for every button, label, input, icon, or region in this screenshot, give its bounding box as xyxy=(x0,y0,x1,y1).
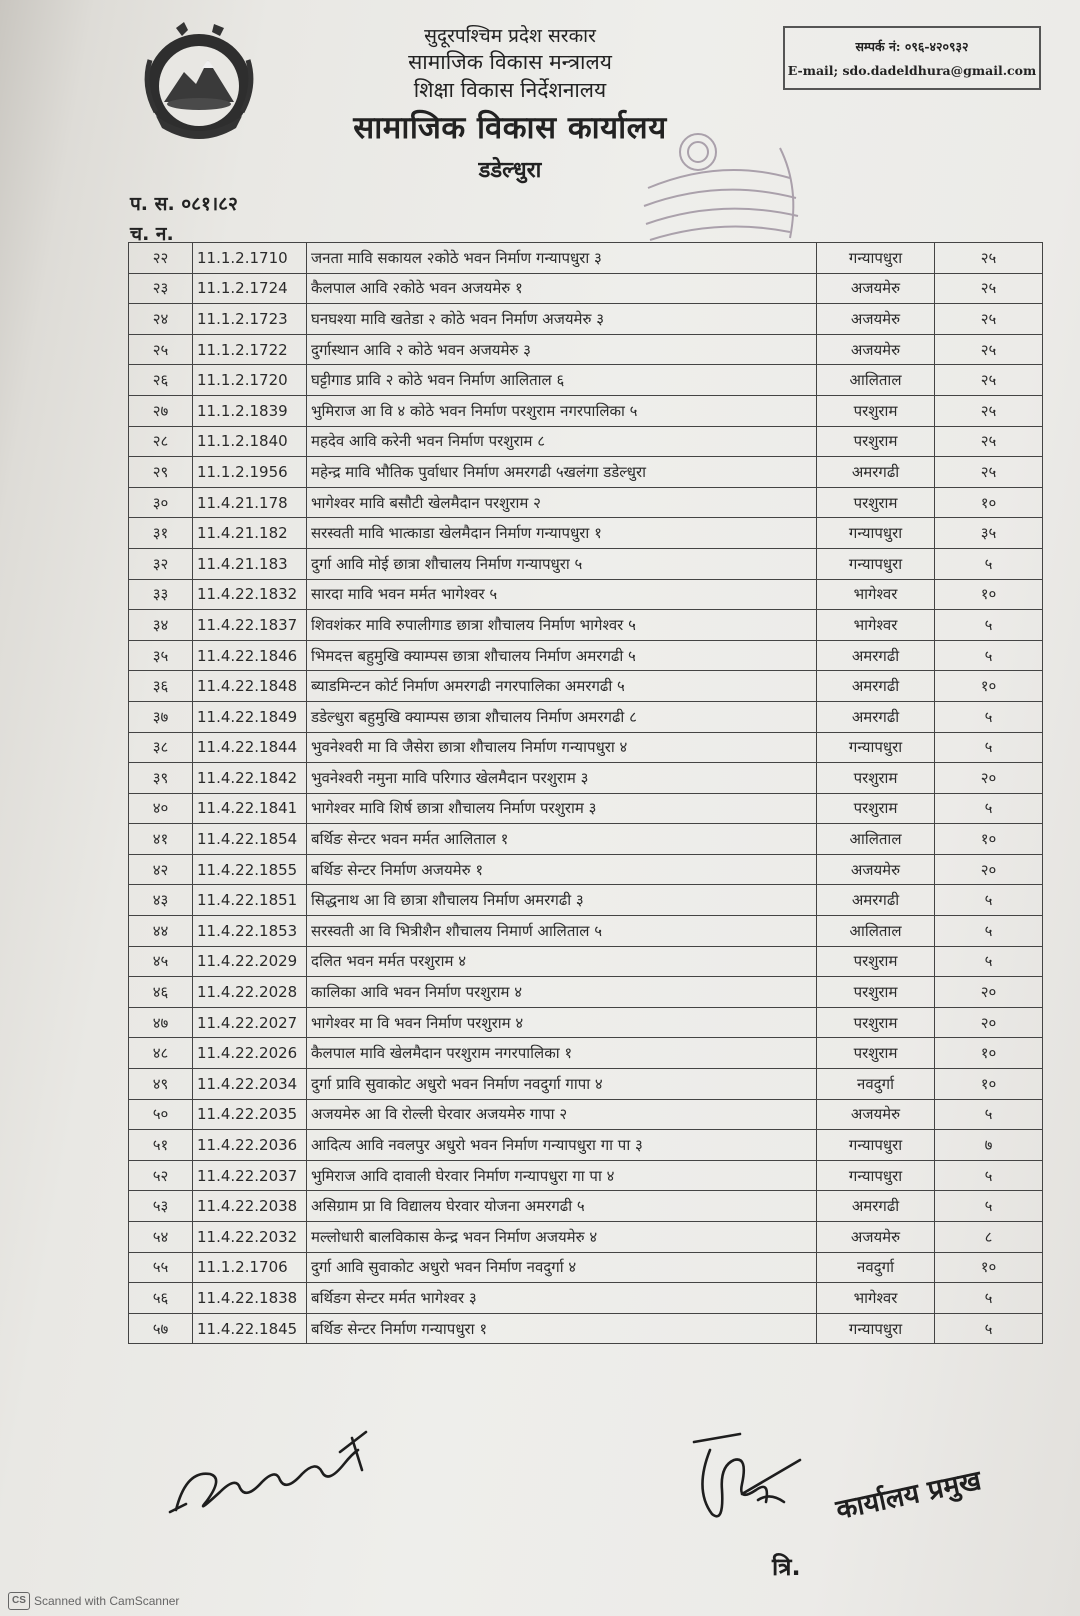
amount-cell: १० xyxy=(935,1069,1043,1100)
budget-code-cell: 11.1.2.1839 xyxy=(193,395,307,426)
serial-number-cell: ५२ xyxy=(129,1160,193,1191)
table-row xyxy=(129,885,1043,916)
table-row xyxy=(129,732,1043,763)
project-description-cell: भिमदत्त बहुमुखि क्याम्पस छात्रा शौचालय निर्माण अमरगढी ५ xyxy=(307,640,817,671)
project-description-cell: भागेश्वर मा वि भवन निर्माण परशुराम ४ xyxy=(307,1007,817,1038)
table-row xyxy=(129,1069,1043,1100)
budget-code-cell: 11.4.22.2034 xyxy=(193,1069,307,1100)
table-row xyxy=(129,1313,1043,1344)
amount-cell: ३५ xyxy=(935,518,1043,549)
budget-code-cell: 11.1.2.1724 xyxy=(193,273,307,304)
serial-number-cell: ३४ xyxy=(129,610,193,641)
project-description-cell: दलित भवन मर्मत परशुराम ४ xyxy=(307,946,817,977)
amount-cell: २५ xyxy=(935,273,1043,304)
table-row xyxy=(129,977,1043,1008)
budget-code-cell: 11.4.22.1855 xyxy=(193,854,307,885)
table-row xyxy=(129,1007,1043,1038)
municipality-cell: अमरगढी xyxy=(817,701,935,732)
project-description-cell: भागेश्वर मावि शिर्ष छात्रा शौचालय निर्माण परशुराम ३ xyxy=(307,793,817,824)
serial-number-cell: ५१ xyxy=(129,1130,193,1161)
serial-number-cell: २६ xyxy=(129,365,193,396)
amount-cell: ५ xyxy=(935,610,1043,641)
budget-code-cell: 11.4.22.2029 xyxy=(193,946,307,977)
municipality-cell: परशुराम xyxy=(817,1038,935,1069)
amount-cell: २० xyxy=(935,763,1043,794)
project-description-cell: कैलपाल मावि खेलमैदान परशुराम नगरपालिका १ xyxy=(307,1038,817,1069)
municipality-cell: परशुराम xyxy=(817,977,935,1008)
budget-code-cell: 11.1.2.1956 xyxy=(193,457,307,488)
budget-code-cell: 11.1.2.1722 xyxy=(193,334,307,365)
budget-code-cell: 11.1.2.1723 xyxy=(193,304,307,335)
amount-cell: ५ xyxy=(935,1283,1043,1314)
amount-cell: ५ xyxy=(935,1313,1043,1344)
table-row xyxy=(129,579,1043,610)
serial-number-cell: २७ xyxy=(129,395,193,426)
table-row xyxy=(129,671,1043,702)
table-row xyxy=(129,701,1043,732)
municipality-cell: आलिताल xyxy=(817,365,935,396)
designation-prefix: त्रि. xyxy=(772,1553,801,1581)
municipality-cell: आलिताल xyxy=(817,916,935,947)
amount-cell: ५ xyxy=(935,548,1043,579)
project-description-cell: भुवनेश्वरी मा वि जैसेरा छात्रा शौचालय निर्माण गन्यापधुरा ४ xyxy=(307,732,817,763)
amount-cell: २५ xyxy=(935,304,1043,335)
contact-phone: सम्पर्क नं: ०९६-४२०९३२ xyxy=(855,39,969,54)
budget-code-cell: 11.1.2.1720 xyxy=(193,365,307,396)
table-row xyxy=(129,824,1043,855)
municipality-cell: अजयमेरु xyxy=(817,854,935,885)
budget-code-cell: 11.4.22.1838 xyxy=(193,1283,307,1314)
budget-code-cell: 11.4.22.1848 xyxy=(193,671,307,702)
municipality-cell: भागेश्वर xyxy=(817,610,935,641)
project-description-cell: कालिका आवि भवन निर्माण परशुराम ४ xyxy=(307,977,817,1008)
project-description-cell: कैलपाल आवि २कोठे भवन अजयमेरु १ xyxy=(307,273,817,304)
serial-number-cell: ४८ xyxy=(129,1038,193,1069)
office-stamp-icon xyxy=(640,128,810,248)
amount-cell: २५ xyxy=(935,365,1043,396)
municipality-cell: परशुराम xyxy=(817,426,935,457)
amount-cell: ५ xyxy=(935,1191,1043,1222)
serial-number-cell: २३ xyxy=(129,273,193,304)
serial-number-cell: ४१ xyxy=(129,824,193,855)
project-table xyxy=(128,242,1043,1344)
serial-number-cell: ५६ xyxy=(129,1283,193,1314)
budget-code-cell: 11.4.22.1837 xyxy=(193,610,307,641)
table-row xyxy=(129,1191,1043,1222)
header-district: डडेल्धुरा xyxy=(478,158,542,183)
project-description-cell: असिग्राम प्रा वि विद्यालय घेरवार योजना अमरगढी ५ xyxy=(307,1191,817,1222)
scanner-watermark xyxy=(8,1592,179,1610)
project-description-cell: घनघश्या मावि खतेडा २ कोठे भवन निर्माण अजयमेरु ३ xyxy=(307,304,817,335)
header-office: सामाजिक विकास कार्यालय xyxy=(353,110,667,146)
project-description-cell: दुर्गास्थान आवि २ कोठे भवन अजयमेरु ३ xyxy=(307,334,817,365)
nepal-emblem-icon xyxy=(136,20,262,146)
amount-cell: १० xyxy=(935,1252,1043,1283)
amount-cell: १० xyxy=(935,824,1043,855)
municipality-cell: आलिताल xyxy=(817,824,935,855)
contact-box xyxy=(783,26,1041,90)
municipality-cell: नवदुर्गा xyxy=(817,1069,935,1100)
budget-code-cell: 11.4.22.1846 xyxy=(193,640,307,671)
project-description-cell: दुर्गा आवि मोई छात्रा शौचालय निर्माण गन्यापधुरा ५ xyxy=(307,548,817,579)
municipality-cell: गन्यापधुरा xyxy=(817,1130,935,1161)
amount-cell: १० xyxy=(935,487,1043,518)
amount-cell: २५ xyxy=(935,395,1043,426)
table-row xyxy=(129,426,1043,457)
amount-cell: ८ xyxy=(935,1222,1043,1253)
serial-number-cell: ५३ xyxy=(129,1191,193,1222)
project-description-cell: बर्थिङ सेन्टर निर्माण गन्यापधुरा १ xyxy=(307,1313,817,1344)
project-description-cell: बर्थिङ सेन्टर निर्माण अजयमेरु १ xyxy=(307,854,817,885)
municipality-cell: अजयमेरु xyxy=(817,273,935,304)
amount-cell: ५ xyxy=(935,1099,1043,1130)
project-description-cell: बर्थिङ सेन्टर भवन मर्मत आलिताल १ xyxy=(307,824,817,855)
municipality-cell: अजयमेरु xyxy=(817,1222,935,1253)
serial-number-cell: ४७ xyxy=(129,1007,193,1038)
amount-cell: ५ xyxy=(935,640,1043,671)
serial-number-cell: ३५ xyxy=(129,640,193,671)
amount-cell: २० xyxy=(935,977,1043,1008)
table-row xyxy=(129,365,1043,396)
table-row xyxy=(129,548,1043,579)
project-description-cell: महेन्द्र मावि भौतिक पुर्वाधार निर्माण अमरगढी ५खलंगा डडेल्धुरा xyxy=(307,457,817,488)
budget-code-cell: 11.4.22.1832 xyxy=(193,579,307,610)
budget-code-cell: 11.4.22.2035 xyxy=(193,1099,307,1130)
project-description-cell: बर्थिङग सेन्टर मर्मत भागेश्वर ३ xyxy=(307,1283,817,1314)
project-description-cell: महदेव आवि करेनी भवन निर्माण परशुराम ८ xyxy=(307,426,817,457)
amount-cell: २० xyxy=(935,1007,1043,1038)
project-description-cell: ब्याडमिन्टन कोर्ट निर्माण अमरगढी नगरपालिका अमरगढी ५ xyxy=(307,671,817,702)
amount-cell: २५ xyxy=(935,243,1043,274)
budget-code-cell: 11.4.22.2032 xyxy=(193,1222,307,1253)
header-directorate: शिक्षा विकास निर्देशनालय xyxy=(413,78,607,102)
table-row xyxy=(129,854,1043,885)
project-description-cell: सरस्वती आ वि भित्रीशैन शौचालय निमार्ण आलिताल ५ xyxy=(307,916,817,947)
budget-code-cell: 11.4.21.182 xyxy=(193,518,307,549)
serial-number-cell: ४० xyxy=(129,793,193,824)
table-row xyxy=(129,946,1043,977)
serial-number-cell: ३८ xyxy=(129,732,193,763)
budget-code-cell: 11.4.22.2037 xyxy=(193,1160,307,1191)
table-row xyxy=(129,793,1043,824)
budget-code-cell: 11.4.21.183 xyxy=(193,548,307,579)
serial-number-cell: ४५ xyxy=(129,946,193,977)
serial-number-cell: ३२ xyxy=(129,548,193,579)
serial-number-cell: ४४ xyxy=(129,916,193,947)
amount-cell: ५ xyxy=(935,1160,1043,1191)
table-row xyxy=(129,916,1043,947)
municipality-cell: गन्यापधुरा xyxy=(817,1313,935,1344)
table-row xyxy=(129,763,1043,794)
serial-number-cell: ५४ xyxy=(129,1222,193,1253)
budget-code-cell: 11.1.2.1706 xyxy=(193,1252,307,1283)
amount-cell: ५ xyxy=(935,946,1043,977)
project-description-cell: अजयमेरु आ वि रोल्ली घेरवार अजयमेरु गापा २ xyxy=(307,1099,817,1130)
municipality-cell: नवदुर्गा xyxy=(817,1252,935,1283)
municipality-cell: परशुराम xyxy=(817,395,935,426)
project-description-cell: घट्टीगाड प्रावि २ कोठे भवन निर्माण आलिताल ६ xyxy=(307,365,817,396)
amount-cell: २५ xyxy=(935,334,1043,365)
municipality-cell: गन्यापधुरा xyxy=(817,518,935,549)
amount-cell: २० xyxy=(935,854,1043,885)
table-row xyxy=(129,1038,1043,1069)
municipality-cell: गन्यापधुरा xyxy=(817,732,935,763)
municipality-cell: परशुराम xyxy=(817,793,935,824)
amount-cell: १० xyxy=(935,579,1043,610)
table-row xyxy=(129,1222,1043,1253)
budget-code-cell: 11.4.22.2026 xyxy=(193,1038,307,1069)
municipality-cell: परशुराम xyxy=(817,1007,935,1038)
municipality-cell: अमरगढी xyxy=(817,457,935,488)
municipality-cell: गन्यापधुरा xyxy=(817,1160,935,1191)
budget-code-cell: 11.4.22.1841 xyxy=(193,793,307,824)
budget-code-cell: 11.4.22.1854 xyxy=(193,824,307,855)
municipality-cell: भागेश्वर xyxy=(817,1283,935,1314)
amount-cell: ५ xyxy=(935,732,1043,763)
municipality-cell: परशुराम xyxy=(817,763,935,794)
table-row xyxy=(129,518,1043,549)
project-description-cell: दुर्गा आवि सुवाकोट अधुरो भवन निर्माण नवदुर्गा ४ xyxy=(307,1252,817,1283)
signatures-icon xyxy=(0,1430,1080,1600)
municipality-cell: अमरगढी xyxy=(817,640,935,671)
dispatch-number: च. न. xyxy=(130,223,174,245)
serial-number-cell: २२ xyxy=(129,243,193,274)
table-row xyxy=(129,1160,1043,1191)
project-description-cell: भुमिराज आवि दावाली घेरवार निर्माण गन्यापधुरा गा पा ४ xyxy=(307,1160,817,1191)
table-row xyxy=(129,273,1043,304)
table-row xyxy=(129,1252,1043,1283)
serial-number-cell: २४ xyxy=(129,304,193,335)
municipality-cell: अमरगढी xyxy=(817,1191,935,1222)
contact-email: E-mail; sdo.dadeldhura@gmail.com xyxy=(787,63,1037,78)
budget-code-cell: 11.4.22.2028 xyxy=(193,977,307,1008)
table-row xyxy=(129,487,1043,518)
serial-number-cell: २५ xyxy=(129,334,193,365)
table-row xyxy=(129,1283,1043,1314)
budget-code-cell: 11.4.22.1844 xyxy=(193,732,307,763)
municipality-cell: गन्यापधुरा xyxy=(817,548,935,579)
municipality-cell: अजयमेरु xyxy=(817,304,935,335)
reference-number: प. स. ०८१।८२ xyxy=(130,193,238,215)
serial-number-cell: ४९ xyxy=(129,1069,193,1100)
budget-code-cell: 11.4.22.2038 xyxy=(193,1191,307,1222)
amount-cell: २५ xyxy=(935,426,1043,457)
municipality-cell: भागेश्वर xyxy=(817,579,935,610)
budget-code-cell: 11.4.22.1849 xyxy=(193,701,307,732)
project-description-cell: शिवशंकर मावि रुपालीगाड छात्रा शौचालय निर्माण भागेश्वर ५ xyxy=(307,610,817,641)
municipality-cell: गन्यापधुरा xyxy=(817,243,935,274)
project-description-cell: सारदा मावि भवन मर्मत भागेश्वर ५ xyxy=(307,579,817,610)
table-row xyxy=(129,610,1043,641)
project-description-cell: सिद्धनाथ आ वि छात्रा शौचालय निर्माण अमरगढी ३ xyxy=(307,885,817,916)
municipality-cell: अजयमेरु xyxy=(817,334,935,365)
project-description-cell: आदित्य आवि नवलपुर अधुरो भवन निर्माण गन्यापधुरा गा पा ३ xyxy=(307,1130,817,1161)
budget-code-cell: 11.4.22.1845 xyxy=(193,1313,307,1344)
table-row xyxy=(129,1130,1043,1161)
project-description-cell: भुमिराज आ वि ४ कोठे भवन निर्माण परशुराम नगरपालिका ५ xyxy=(307,395,817,426)
amount-cell: १० xyxy=(935,1038,1043,1069)
serial-number-cell: ३३ xyxy=(129,579,193,610)
serial-number-cell: ३६ xyxy=(129,671,193,702)
budget-code-cell: 11.4.22.2027 xyxy=(193,1007,307,1038)
serial-number-cell: ३० xyxy=(129,487,193,518)
municipality-cell: परशुराम xyxy=(817,946,935,977)
project-description-cell: सरस्वती मावि भात्काडा खेलमैदान निर्माण गन्यापधुरा १ xyxy=(307,518,817,549)
amount-cell: २५ xyxy=(935,457,1043,488)
amount-cell: ७ xyxy=(935,1130,1043,1161)
table-row xyxy=(129,304,1043,335)
serial-number-cell: ५० xyxy=(129,1099,193,1130)
budget-code-cell: 11.1.2.1840 xyxy=(193,426,307,457)
serial-number-cell: ५७ xyxy=(129,1313,193,1344)
serial-number-cell: २८ xyxy=(129,426,193,457)
budget-code-cell: 11.4.22.1851 xyxy=(193,885,307,916)
project-description-cell: भुवनेश्वरी नमुना मावि परिगाउ खेलमैदान परशुराम ३ xyxy=(307,763,817,794)
table-row xyxy=(129,243,1043,274)
amount-cell: १० xyxy=(935,671,1043,702)
municipality-cell: परशुराम xyxy=(817,487,935,518)
municipality-cell: अमरगढी xyxy=(817,885,935,916)
amount-cell: ५ xyxy=(935,885,1043,916)
budget-code-cell: 11.4.22.2036 xyxy=(193,1130,307,1161)
scanner-text: Scanned with CamScanner xyxy=(34,1594,180,1608)
serial-number-cell: ३९ xyxy=(129,763,193,794)
table-row xyxy=(129,457,1043,488)
project-description-cell: भागेश्वर मावि बसौटी खेलमैदान परशुराम २ xyxy=(307,487,817,518)
header-province: सुदूरपश्चिम प्रदेश सरकार xyxy=(424,25,596,47)
municipality-cell: अमरगढी xyxy=(817,671,935,702)
budget-code-cell: 11.1.2.1710 xyxy=(193,243,307,274)
amount-cell: ५ xyxy=(935,916,1043,947)
municipality-cell: अजयमेरु xyxy=(817,1099,935,1130)
project-description-cell: दुर्गा प्रावि सुवाकोट अधुरो भवन निर्माण नवदुर्गा गापा ४ xyxy=(307,1069,817,1100)
budget-code-cell: 11.4.22.1853 xyxy=(193,916,307,947)
project-description-cell: मल्लोधारी बालविकास केन्द्र भवन निर्माण अजयमेरु ४ xyxy=(307,1222,817,1253)
serial-number-cell: ३७ xyxy=(129,701,193,732)
amount-cell: ५ xyxy=(935,793,1043,824)
camscanner-logo-icon: CS xyxy=(8,1592,30,1610)
office-head-designation: कार्यालय प्रमुख xyxy=(833,1465,984,1527)
header-ministry: सामाजिक विकास मन्त्रालय xyxy=(408,50,612,74)
amount-cell: ५ xyxy=(935,701,1043,732)
table-row xyxy=(129,1099,1043,1130)
serial-number-cell: ४३ xyxy=(129,885,193,916)
budget-code-cell: 11.4.22.1842 xyxy=(193,763,307,794)
serial-number-cell: ४२ xyxy=(129,854,193,885)
serial-number-cell: २९ xyxy=(129,457,193,488)
table-row xyxy=(129,640,1043,671)
project-description-cell: डडेल्धुरा बहुमुखि क्याम्पस छात्रा शौचालय निर्माण अमरगढी ८ xyxy=(307,701,817,732)
budget-code-cell: 11.4.21.178 xyxy=(193,487,307,518)
project-description-cell: जनता मावि सकायल २कोठे भवन निर्माण गन्यापधुरा ३ xyxy=(307,243,817,274)
serial-number-cell: ५५ xyxy=(129,1252,193,1283)
serial-number-cell: ३१ xyxy=(129,518,193,549)
serial-number-cell: ४६ xyxy=(129,977,193,1008)
table-row xyxy=(129,334,1043,365)
table-row xyxy=(129,395,1043,426)
